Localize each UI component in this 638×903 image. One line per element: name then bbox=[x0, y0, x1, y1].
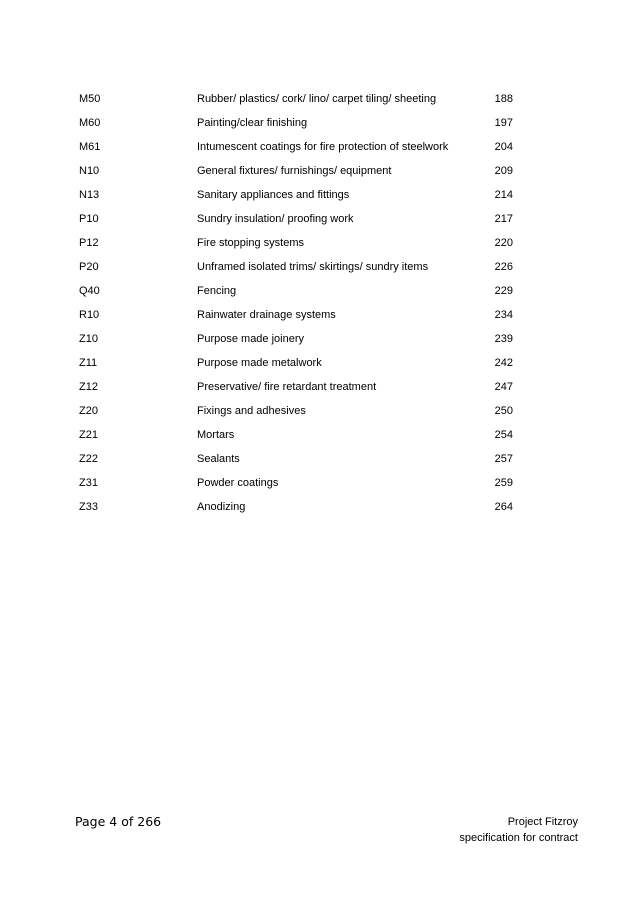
project-name: Project Fitzroy bbox=[507, 816, 578, 828]
section-code: P20 bbox=[79, 261, 99, 273]
section-code: M60 bbox=[79, 117, 101, 129]
section-title: Fencing bbox=[197, 285, 237, 297]
toc-row[interactable] bbox=[0, 379, 638, 395]
section-code: Z11 bbox=[79, 357, 98, 369]
section-title: Powder coatings bbox=[197, 477, 279, 489]
toc-row[interactable] bbox=[0, 235, 638, 251]
section-page-number: 209 bbox=[494, 165, 513, 177]
of-label: of bbox=[121, 814, 134, 829]
section-title: Anodizing bbox=[197, 501, 246, 513]
toc-row[interactable] bbox=[0, 451, 638, 467]
toc-row[interactable] bbox=[0, 211, 638, 227]
section-title: Fire stopping systems bbox=[197, 237, 304, 249]
section-title: Purpose made joinery bbox=[197, 333, 305, 345]
toc-row[interactable] bbox=[0, 307, 638, 323]
section-title: Purpose made metalwork bbox=[197, 357, 322, 369]
section-title: Rubber/ plastics/ cork/ lino/ carpet tiling/ sheeting bbox=[197, 93, 437, 105]
toc-row[interactable] bbox=[0, 427, 638, 443]
section-page-number: 239 bbox=[494, 333, 513, 345]
section-page-number: 259 bbox=[494, 477, 513, 489]
section-code: Z22 bbox=[79, 453, 98, 465]
page-label: Page bbox=[75, 814, 106, 829]
section-page-number: 250 bbox=[494, 405, 513, 417]
section-title: Rainwater drainage systems bbox=[197, 309, 336, 321]
section-page-number: 264 bbox=[494, 501, 513, 513]
toc-row[interactable] bbox=[0, 139, 638, 155]
section-code: Z20 bbox=[79, 405, 98, 417]
toc-row[interactable] bbox=[0, 259, 638, 275]
section-title: Painting/clear finishing bbox=[197, 117, 308, 129]
toc-row[interactable] bbox=[0, 91, 638, 107]
section-code: Z10 bbox=[79, 333, 98, 345]
section-code: N13 bbox=[79, 189, 100, 201]
toc-row[interactable] bbox=[0, 403, 638, 419]
section-page-number: 214 bbox=[494, 189, 513, 201]
toc-row[interactable] bbox=[0, 331, 638, 347]
section-page-number: 242 bbox=[494, 357, 513, 369]
toc-row[interactable] bbox=[0, 163, 638, 179]
section-code: Z21 bbox=[79, 429, 98, 441]
section-page-number: 234 bbox=[494, 309, 513, 321]
page-counter bbox=[75, 813, 165, 831]
section-code: Z12 bbox=[79, 381, 98, 393]
section-code: P10 bbox=[79, 213, 99, 225]
document-type: specification for contract bbox=[459, 832, 578, 844]
section-title: Preservative/ fire retardant treatment bbox=[197, 381, 377, 393]
section-title: Sundry insulation/ proofing work bbox=[197, 213, 354, 225]
section-title: Mortars bbox=[197, 429, 235, 441]
toc-row[interactable] bbox=[0, 187, 638, 203]
section-page-number: 229 bbox=[494, 285, 513, 297]
section-title: Intumescent coatings for fire protection of steelwork bbox=[197, 141, 449, 153]
section-code: Q40 bbox=[79, 285, 100, 297]
section-page-number: 220 bbox=[494, 237, 513, 249]
section-page-number: 226 bbox=[494, 261, 513, 273]
toc-row[interactable] bbox=[0, 475, 638, 491]
toc-row[interactable] bbox=[0, 283, 638, 299]
current-page-number: 4 bbox=[109, 814, 118, 829]
section-title: Unframed isolated trims/ skirtings/ sundry items bbox=[197, 261, 429, 273]
section-title: Fixings and adhesives bbox=[197, 405, 306, 417]
section-code: M50 bbox=[79, 93, 101, 105]
section-code: M61 bbox=[79, 141, 101, 153]
section-title: General fixtures/ furnishings/ equipment bbox=[197, 165, 392, 177]
section-code: P12 bbox=[79, 237, 99, 249]
section-title: Sanitary appliances and fittings bbox=[197, 189, 350, 201]
section-page-number: 257 bbox=[494, 453, 513, 465]
section-code: Z31 bbox=[79, 477, 98, 489]
section-page-number: 197 bbox=[494, 117, 513, 129]
section-code: N10 bbox=[79, 165, 100, 177]
toc-row[interactable] bbox=[0, 115, 638, 131]
section-title: Sealants bbox=[197, 453, 240, 465]
toc-row[interactable] bbox=[0, 499, 638, 515]
section-page-number: 204 bbox=[494, 141, 513, 153]
section-page-number: 188 bbox=[494, 93, 513, 105]
toc-row[interactable] bbox=[0, 355, 638, 371]
section-page-number: 247 bbox=[494, 381, 513, 393]
document-footer-info bbox=[459, 814, 578, 846]
section-page-number: 217 bbox=[494, 213, 513, 225]
section-code: R10 bbox=[79, 309, 100, 321]
section-page-number: 254 bbox=[494, 429, 513, 441]
section-code: Z33 bbox=[79, 501, 98, 513]
total-pages: 266 bbox=[137, 814, 162, 829]
